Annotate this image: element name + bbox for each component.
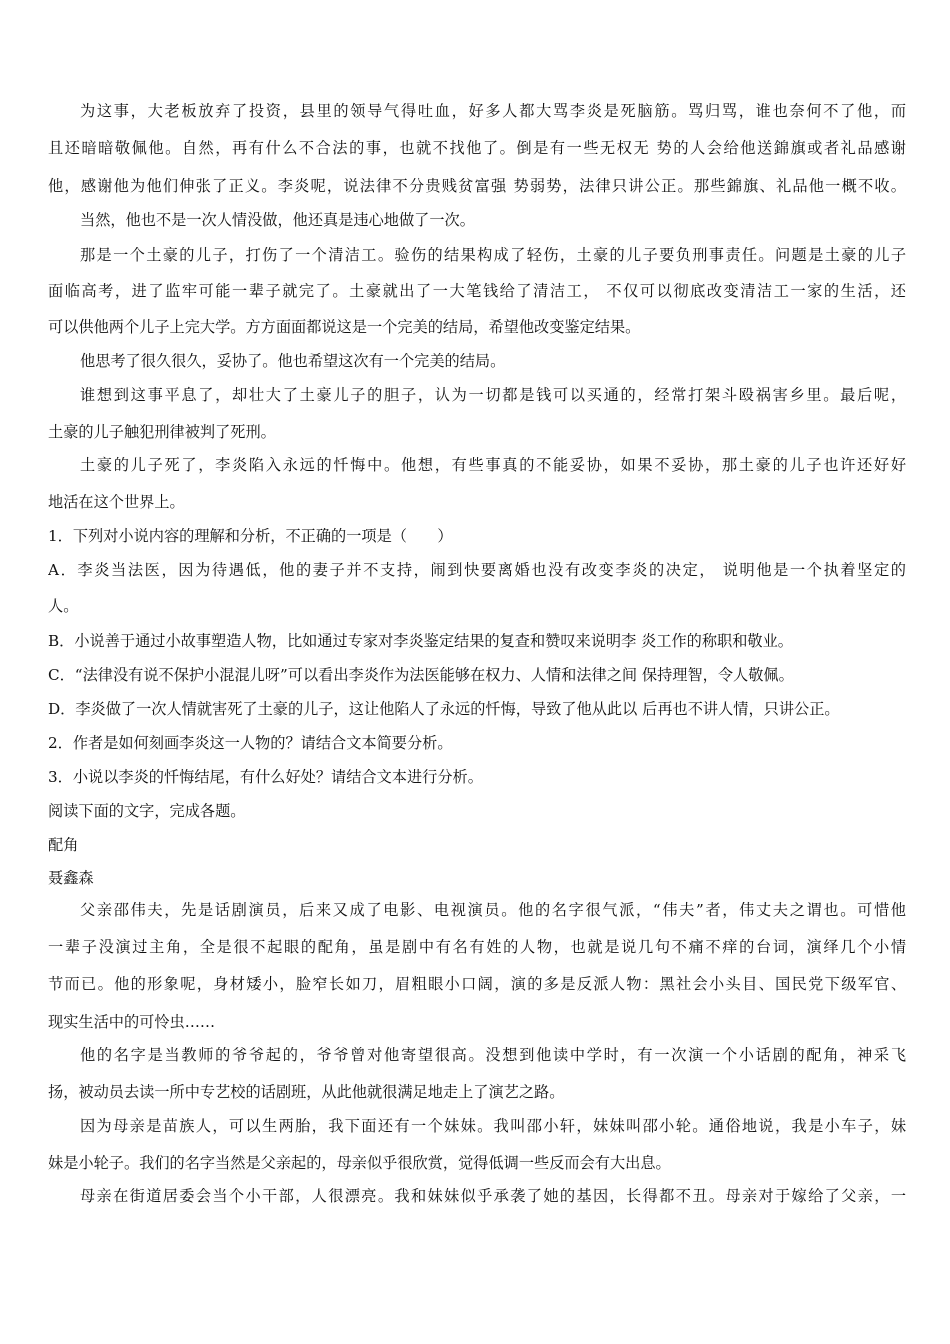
- article-line-9: 母亲在街道居委会当个小干部，人很漂亮。我和妹妹似乎承袭了她的基因，长得都不丑。母亲对于嫁给了父亲，一: [80, 1187, 906, 1205]
- story-line-10: 土豪的儿子触犯刑律被判了死刑。: [48, 423, 276, 441]
- story-line-4: 当然，他也不是一次人情没做，他还真是违心地做了一次。: [80, 211, 475, 229]
- article-author: 聂鑫森: [48, 869, 94, 887]
- article-line-4: 现实生活中的可怜虫……: [48, 1013, 216, 1031]
- story-line-7: 可以供他两个儿子上完大学。方方面面都说这是一个完美的结局，希望他改变鉴定结果。: [48, 318, 641, 336]
- article-line-6: 扬，被动员去读一所中专艺校的话剧班，从此他就很满足地走上了演艺之路。: [48, 1083, 565, 1101]
- story-line-2: 且还暗暗敬佩他。自然，再有什么不合法的事，也就不找他了。倒是有一些无权无 势的人会给他送錦旗或者礼品感谢: [48, 139, 906, 157]
- question-1: 1．下列对小说内容的理解和分析，不正确的一项是（ ）: [48, 527, 453, 545]
- story-line-11: 土豪的儿子死了，李炎陷入永远的忏悔中。他想，有些事真的不能妥协，如果不妥协，那土豪的儿子也许还好好: [80, 456, 906, 474]
- question-2: 2．作者是如何刻画李炎这一人物的？请结合文本简要分析。: [48, 734, 453, 752]
- article-line-1: 父亲邵伟夫，先是话剧演员，后来又成了电影、电视演员。他的名字很气派，“伟夫”者，伟丈夫之谓也。可惜他: [80, 901, 906, 919]
- story-line-5: 那是一个土豪的儿子，打伤了一个清洁工。验伤的结果构成了轻伤，土豪的儿子要负刑事责任。问题是土豪的儿子: [80, 246, 906, 264]
- question-1-option-a: A．李炎当法医，因为待遇低，他的妻子并不支持，闹到快要离婚也没有改变李炎的决定， 说明他是一个执着坚定的: [48, 561, 906, 579]
- question-3: 3．小说以李炎的忏悔结尾，有什么好处？请结合文本进行分析。: [48, 768, 483, 786]
- article-line-5: 他的名字是当教师的爷爷起的，爷爷曾对他寄望很高。没想到他读中学时，有一次演一个小话剧的配角，神采飞: [80, 1046, 906, 1064]
- story-line-8: 他思考了很久很久，妥协了。他也希望这次有一个完美的结局。: [80, 352, 506, 370]
- article-title: 配角: [48, 836, 79, 854]
- article-line-3: 节而已。他的形象呢，身材矮小，脸窄长如刀，眉粗眼小口阔，演的多是反派人物：黑社会小头目、国民党下级军官、: [48, 975, 906, 993]
- article-line-2: 一辈子没演过主角，全是很不起眼的配角，虽是剧中有名有姓的人物，也就是说几句不痛不痒的台词，演绎几个小情: [48, 938, 906, 956]
- story-line-12: 地活在这个世界上。: [48, 493, 185, 511]
- question-1-option-b: B．小说善于通过小故事塑造人物，比如通过专家对李炎鉴定结果的复查和赞叹来说明李 炎工作的称职和敬业。: [48, 632, 793, 650]
- reading-instruction: 阅读下面的文字，完成各题。: [48, 802, 246, 820]
- article-line-7: 因为母亲是苗族人，可以生两胎，我下面还有一个妹妹。我叫邵小轩，妹妹叫邵小轮。通俗地说，我是小车子，妹: [80, 1117, 906, 1135]
- story-line-9: 谁想到这事平息了，却壮大了土豪儿子的胆子，认为一切都是钱可以买通的，经常打架斗殴祸害乡里。最后呢，: [80, 386, 906, 404]
- question-1-option-d: D．李炎做了一次人情就害死了土豪的儿子，这让他陷人了永远的忏悔，导致了他从此以 后再也不讲人情，只讲公正。: [48, 700, 840, 718]
- question-1-option-c: C．“法律没有说不保护小混混儿呀”可以看出李炎作为法医能够在权力、人情和法律之间 保持理智，令人敬佩。: [48, 666, 794, 684]
- story-line-6: 面临高考，进了监牢可能一辈子就完了。土豪就出了一大笔钱给了清洁工， 不仅可以彻底改变清洁工一家的生活，还: [48, 282, 906, 300]
- article-line-8: 妹是小轮子。我们的名字当然是父亲起的，母亲似乎很欣赏，觉得低调一些反而会有大出息。: [48, 1154, 671, 1172]
- question-1-option-a-cont: 人。: [48, 597, 79, 615]
- story-line-3: 他，感谢他为他们伸张了正义。李炎呢，说法律不分贵贱贫富强 势弱势，法律只讲公正。那些錦旗、礼品他一概不收。: [48, 177, 906, 195]
- story-line-1: 为这事，大老板放弃了投资，县里的领导气得吐血，好多人都大骂李炎是死脑筋。骂归骂，谁也奈何不了他，而: [80, 102, 906, 120]
